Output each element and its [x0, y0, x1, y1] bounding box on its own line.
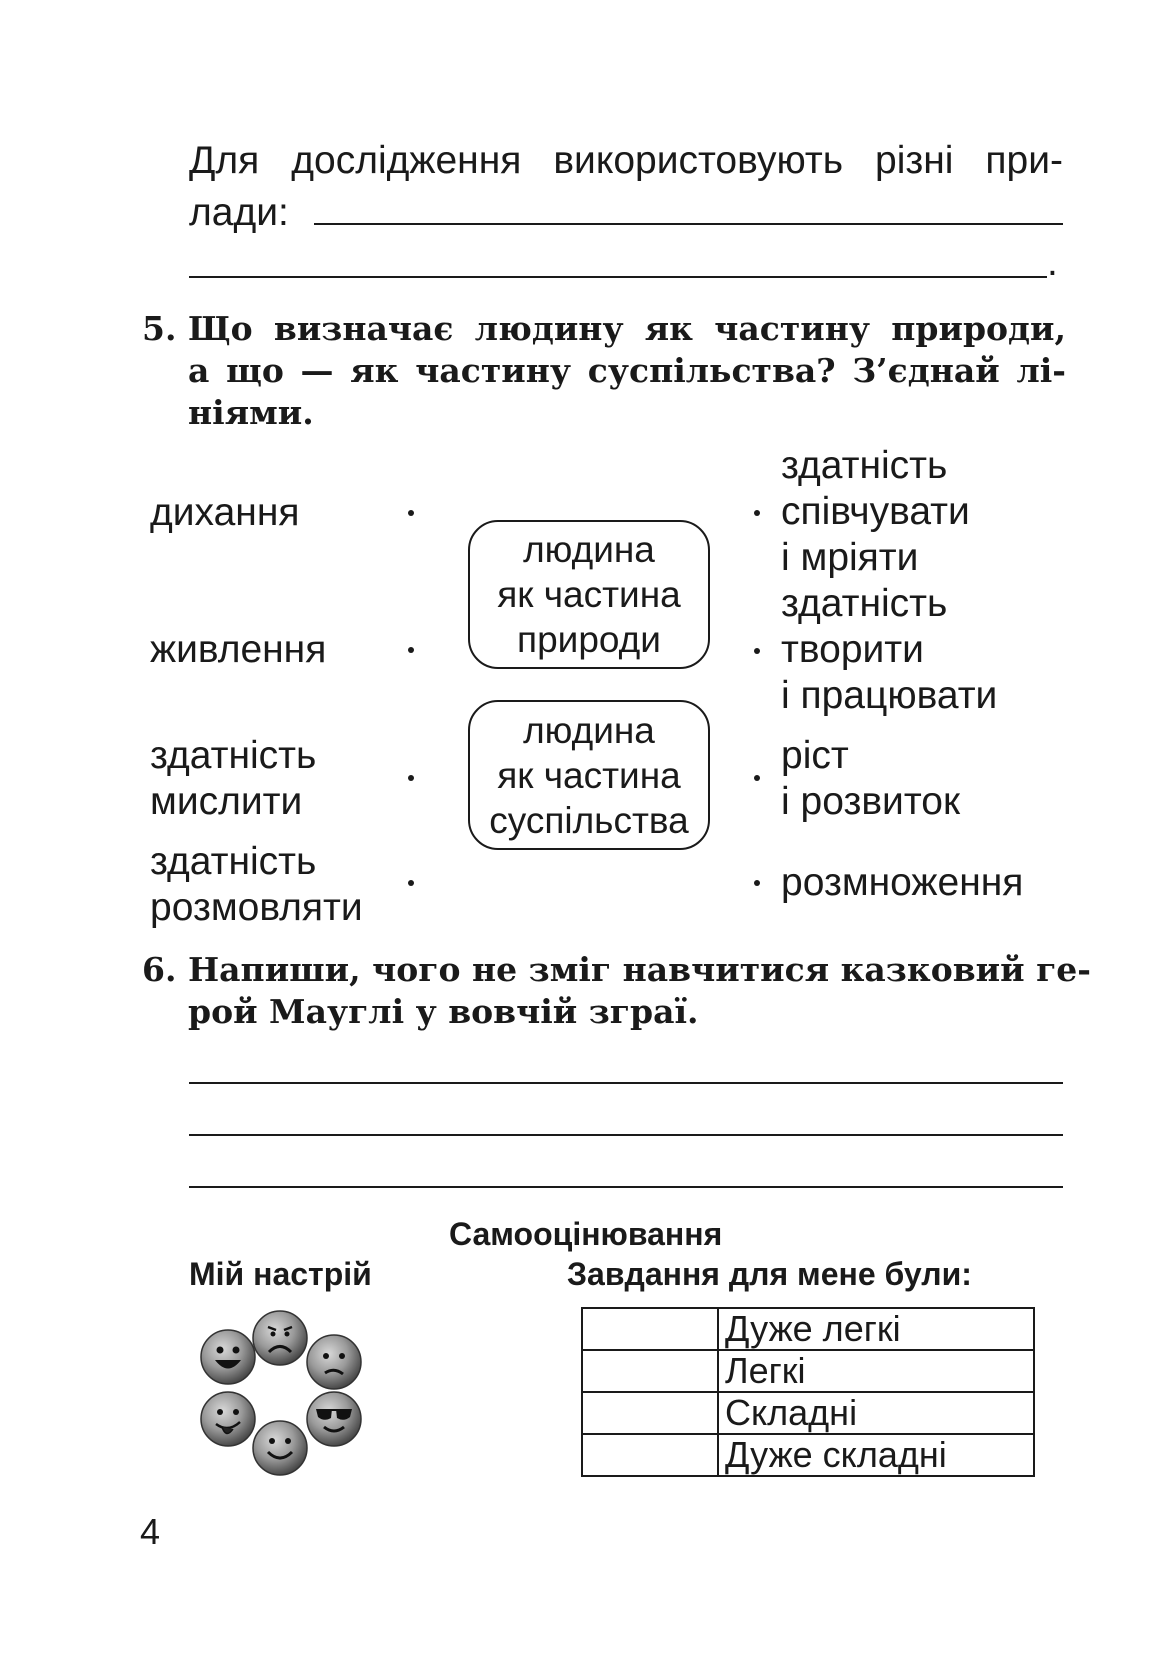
checkbox-cell[interactable]: [582, 1308, 718, 1350]
checkbox-cell[interactable]: [582, 1434, 718, 1476]
task-6-line: Напиши, чого не зміг навчитися казковий ге-: [188, 950, 1091, 989]
mood-label: Мій настрій: [189, 1256, 372, 1292]
worried-face-icon[interactable]: [307, 1335, 361, 1389]
connection-dot[interactable]: [408, 775, 414, 781]
smile-face-icon[interactable]: [253, 1421, 307, 1475]
difficulty-table: [581, 1307, 1035, 1477]
table-row: [582, 1434, 1034, 1476]
answer-line[interactable]: [189, 1082, 1063, 1084]
connection-dot[interactable]: [754, 775, 760, 781]
left-item-speaking: здатність розмовляти: [150, 840, 363, 929]
self-assessment-title: Самооцінювання: [449, 1216, 723, 1252]
intro-line-1: Для дослідження використовують різні при-: [189, 139, 1063, 182]
right-item-creating: здатність творити і працювати: [781, 582, 998, 717]
checkbox-cell[interactable]: [582, 1392, 718, 1434]
task-6-line: рой Мауглі у вовчій зграї.: [188, 992, 699, 1031]
answer-line[interactable]: [314, 223, 1063, 225]
task-5-line: Що визначає людину як частину природи,: [188, 309, 1066, 348]
task-number: 6.: [142, 950, 177, 989]
left-item-thinking: здатність мислити: [150, 734, 317, 823]
answer-line-end: .: [1047, 241, 1058, 284]
connection-dot[interactable]: [408, 510, 414, 516]
option-label: Легкі: [718, 1350, 1034, 1392]
right-item-empathy: здатність співчувати і мріяти: [781, 444, 970, 579]
connection-dot[interactable]: [754, 510, 760, 516]
answer-line[interactable]: [189, 276, 1047, 278]
task-5-line: ніями.: [188, 393, 314, 432]
option-label: Складні: [718, 1392, 1034, 1434]
connection-dot[interactable]: [754, 648, 760, 654]
connection-dot[interactable]: [408, 880, 414, 886]
answer-line[interactable]: [189, 1186, 1063, 1188]
left-item-nutrition: живлення: [150, 628, 327, 671]
task-number: 5.: [142, 309, 177, 348]
task-5-line: а що — як частину суспільства? З’єднай лі-: [188, 351, 1066, 390]
table-row: [582, 1350, 1034, 1392]
page-number: 4: [140, 1511, 161, 1552]
sunglasses-face-icon[interactable]: [307, 1392, 361, 1446]
table-row: [582, 1308, 1034, 1350]
right-item-growth: ріст і розвиток: [781, 734, 961, 823]
intro-line-2-label: лади:: [189, 191, 289, 234]
center-box-nature: людина як частина природи: [468, 520, 710, 669]
happy-face-icon[interactable]: [201, 1330, 255, 1384]
option-label: Дуже складні: [718, 1434, 1034, 1476]
right-item-reproduction: розмноження: [781, 861, 1024, 904]
tasks-difficulty-label: Завдання для мене були:: [567, 1256, 972, 1292]
connection-dot[interactable]: [754, 880, 760, 886]
table-row: [582, 1392, 1034, 1434]
connection-dot[interactable]: [408, 647, 414, 653]
tongue-out-face-icon[interactable]: [201, 1392, 255, 1446]
answer-line[interactable]: [189, 1134, 1063, 1136]
option-label: Дуже легкі: [718, 1308, 1034, 1350]
sad-face-icon[interactable]: [253, 1311, 307, 1365]
checkbox-cell[interactable]: [582, 1350, 718, 1392]
left-item-breathing: дихання: [150, 491, 300, 534]
center-box-society: людина як частина суспільства: [468, 700, 710, 850]
mood-icons: [196, 1308, 376, 1488]
